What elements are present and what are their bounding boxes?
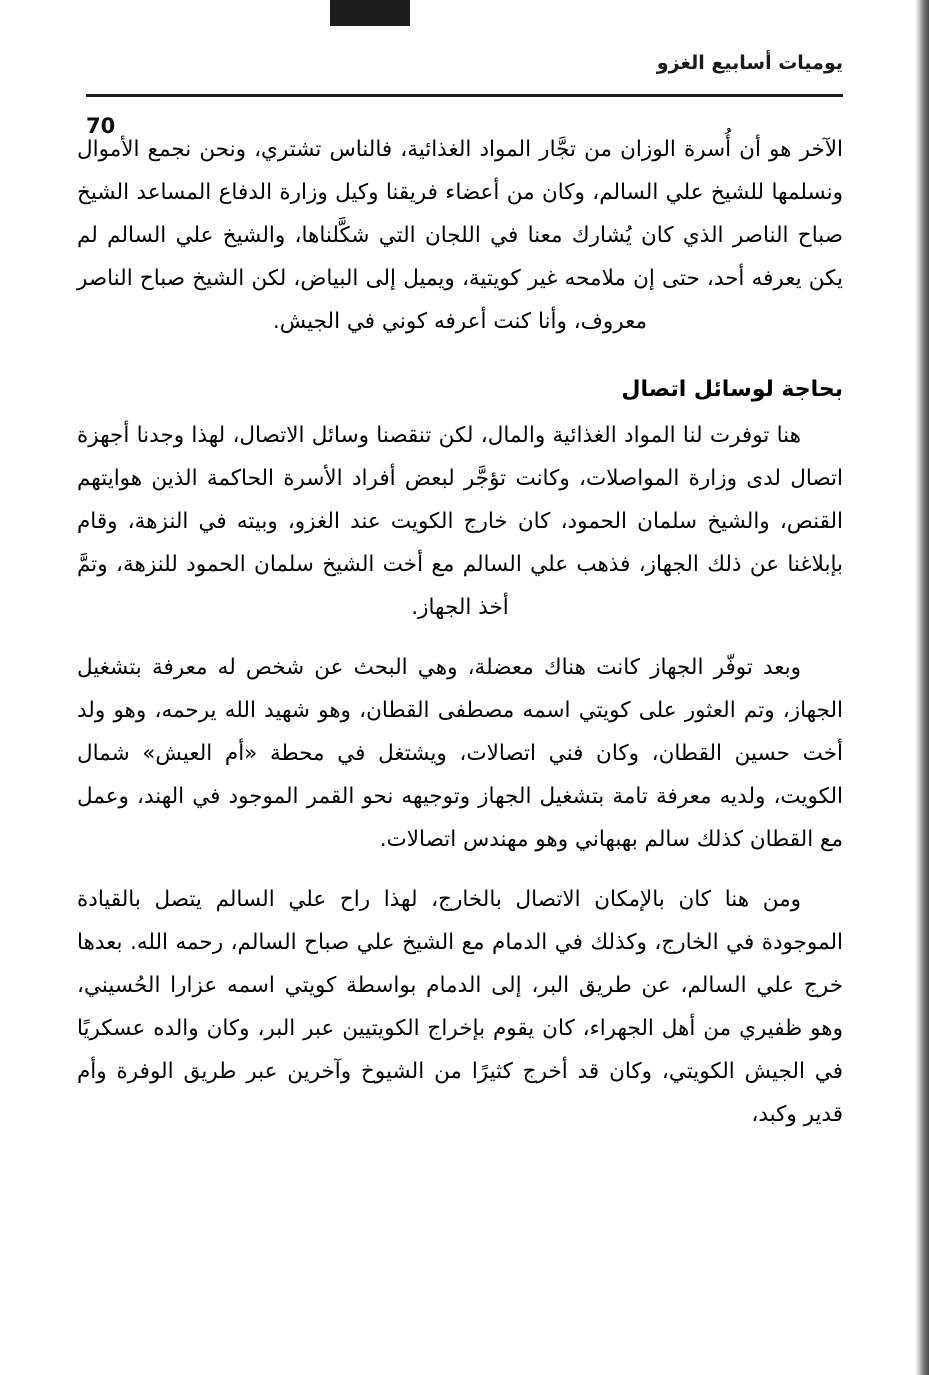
paragraph: وبعد توفّر الجهاز كانت هناك معضلة، وهي البحث عن شخص له معرفة بتشغيل الجهاز، وتم العثور على كويتي اسمه مصطفى القطان، وهو شهيد الله يرحمه، وهو ولد أخت حسين القطان، وكان فني اتصالات، ويشتغل في محطة «أم العيش» شمال الكويت، ولديه معرفة تامة بتشغيل الجهاز وتوجيهه نحو القمر الموجود في الهند، وعمل مع القطان كذلك سالم بهبهاني وهو مهندس اتصالات. bbox=[77, 655, 843, 852]
page-number: 70 bbox=[86, 114, 116, 138]
running-head: يوميات أسابيع الغزو bbox=[656, 52, 843, 74]
paragraph: هنا توفرت لنا المواد الغذائية والمال، لكن تنقصنا وسائل الاتصال، لهذا وجدنا أجهزة اتصال لدى وزارة المواصلات، وكانت تؤجَّر لبعض أفراد الأسرة الحاكمة الذين هوايتهم القنص، والشيخ سلمان الحمود، كان خارج الكويت عند الغزو، وبيته في النزهة، وقام بإبلاغنا عن ذلك الجهاز، فذهب علي السالم مع أخت الشيخ سلمان الحمود للنزهة، وتمَّ أخذ الجهاز. bbox=[77, 423, 843, 620]
scan-edge-top-mark bbox=[330, 0, 410, 26]
paragraph: الآخر هو أن أُسرة الوزان من تجَّار المواد الغذائية، فالناس تشتري، ونحن نجمع الأموال ونسلمها للشيخ علي السالم، وكان من أعضاء فريقنا وكيل وزارة الدفاع المساعد الشيخ صباح الناصر الذي كان يُشارك معنا في اللجان التي شكَّلناها، والشيخ علي السالم لم يكن يعرفه أحد، حتى إن ملامحه غير كويتية، ويميل إلى البياض، لكن الشيخ صباح الناصر معروف، وأنا كنت أعرفه كوني في الجيش. bbox=[77, 137, 843, 334]
scan-edge-shadow bbox=[915, 0, 929, 1375]
page-header bbox=[86, 52, 843, 138]
section-heading: بحاجة لوسائل اتصال bbox=[621, 377, 843, 402]
paragraph: ومن هنا كان بالإمكان الاتصال بالخارج، لهذا راح علي السالم يتصل بالقيادة الموجودة في الخارج، وكذلك في الدمام مع الشيخ علي صباح السالم، رحمه الله. بعدها خرج علي السالم، عن طريق البر، إلى الدمام بواسطة كويتي اسمه عزارا الحُسيني، وهو ظفيري من أهل الجهراء، كان يقوم بإخراج الكويتيين عبر البر، وكان والده عسكريًا في الجيش الكويتي، وكان قد أخرج كثيرًا من الشيوخ وآخرين عبر طريق الوفرة وأم قدير وكبد، bbox=[77, 887, 843, 1127]
page-body bbox=[77, 128, 843, 1136]
header-divider bbox=[86, 94, 843, 97]
